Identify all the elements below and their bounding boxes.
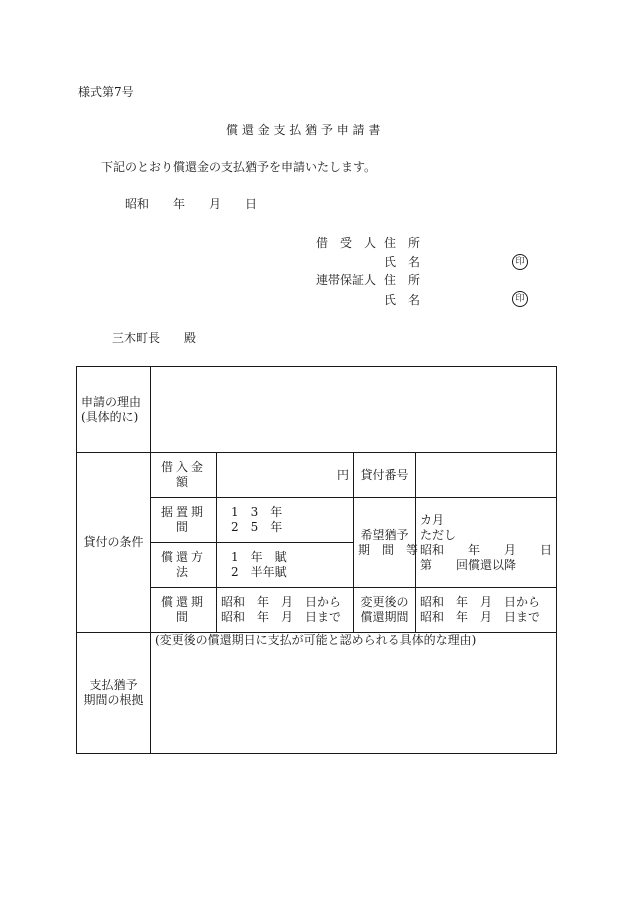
loan-amount-label: 借入金額	[151, 453, 217, 498]
guarantor-name-label: 氏 名	[384, 293, 421, 307]
date-line: 昭和 年 月 日	[125, 197, 258, 211]
repay-period-value: 昭和 年 月 日から 昭和 年 月 日まで	[217, 588, 354, 633]
repay-method-value: 1 年 賦 2 半年賦	[217, 543, 354, 588]
conditions-label: 貸付の条件	[77, 453, 151, 633]
intro-text: 下記のとおり償還金の支払猶予を申請いたします。	[101, 160, 377, 174]
borrower-name-label: 氏 名	[384, 255, 421, 269]
form-number: 様式第7号	[78, 85, 134, 99]
reason-field[interactable]	[151, 367, 557, 453]
basis-field[interactable]	[151, 633, 557, 754]
guarantor-label: 連帯保証人	[316, 273, 377, 287]
basis-label: 支払猶予 期間の根拠	[77, 633, 151, 754]
addressee: 三木町長 殿	[112, 331, 197, 345]
repay-method-label: 償還方法	[151, 543, 217, 588]
deferment-label: 据置期間	[151, 498, 217, 543]
guarantor-seal-icon: 印	[512, 291, 528, 307]
repay-period-label: 償還期間	[151, 588, 217, 633]
changed-period-value: 昭和 年 月 日から 昭和 年 月 日まで	[416, 588, 557, 633]
application-table	[76, 366, 557, 754]
loan-amount-field[interactable]: 円	[217, 453, 354, 498]
borrower-seal-icon: 印	[512, 254, 528, 270]
deferment-value: 1 3 年 2 5 年	[217, 498, 354, 543]
loan-number-field[interactable]	[416, 453, 557, 498]
borrower-label: 借 受 人	[316, 236, 377, 250]
desired-period-label: 希望猶予 期 間 等	[354, 498, 416, 588]
guarantor-address-label: 住 所	[384, 273, 421, 287]
borrower-address-label: 住 所	[384, 236, 421, 250]
reason-label: 申請の理由 (具体的に)	[77, 367, 151, 453]
loan-number-label: 貸付番号	[354, 453, 416, 498]
changed-period-label: 変更後の 償還期間	[354, 588, 416, 633]
basis-note: (変更後の償還期日に支払が可能と認められる具体的な理由)	[155, 633, 477, 647]
document-title: 償 還 金 支 払 猶 予 申 請 書	[226, 123, 381, 137]
desired-period-value[interactable]: カ月 ただし 昭和 年 月 日 第 回償還以降	[416, 498, 557, 588]
